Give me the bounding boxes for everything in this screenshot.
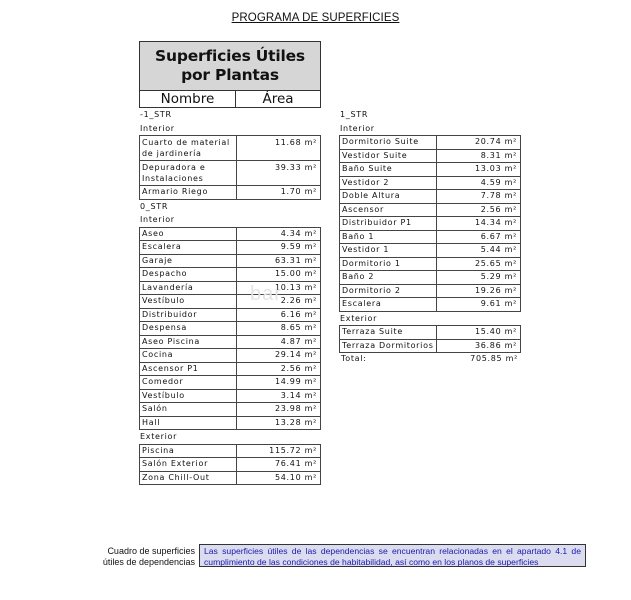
room-area: 6.16 m² [237,308,321,322]
room-name: Armario Riego [140,186,237,200]
room-area: 25.65 m² [437,257,521,271]
level-label: -1_STR [140,110,172,119]
table-row [140,186,321,200]
room-area: 14.99 m² [237,376,321,390]
room-area: 4.34 m² [237,227,321,241]
table-row [340,284,521,298]
room-area: 8.31 m² [437,149,521,163]
room-area: 15.00 m² [237,268,321,282]
room-name: Baño 1 [340,230,437,244]
room-name: Comedor [140,376,237,390]
room-name: Aseo [140,227,237,241]
room-area: 1.70 m² [237,186,321,200]
area-table [139,444,321,486]
room-name: Vestíbulo [140,389,237,403]
level-label: 0_STR [140,201,169,211]
room-name: Ascensor P1 [140,362,237,376]
room-name: Despensa [140,322,237,336]
table-row [140,136,321,161]
table-row [340,203,521,217]
table-row [340,149,521,163]
table-row [140,389,321,403]
table-row [340,339,521,353]
table-row [140,362,321,376]
left-column [139,108,321,485]
column-headers [139,91,321,108]
room-name: Zona Chill-Out [140,471,237,485]
table-row [140,335,321,349]
table-row [140,444,321,458]
table-row [340,190,521,204]
room-name: Cocina [140,349,237,363]
room-name: Salón [140,403,237,417]
table-row [340,257,521,271]
total-label: Total: [341,354,367,363]
section-label-interior: Interior [140,215,175,224]
room-name: Despacho [140,268,237,282]
room-name: Lavandería [140,281,237,295]
room-area: 20.74 m² [437,136,521,150]
room-name: Dormitorio 2 [340,284,437,298]
total-row [339,353,521,365]
table-row [140,254,321,268]
room-name: Doble Altura [340,190,437,204]
room-name: Baño 2 [340,271,437,285]
table-row [340,230,521,244]
room-area: 3.14 m² [237,389,321,403]
room-area: 9.61 m² [437,298,521,312]
room-name: Distribuidor P1 [340,217,437,231]
table-row [140,268,321,282]
room-area: 5.44 m² [437,244,521,258]
room-area: 29.14 m² [237,349,321,363]
room-name: Aseo Piscina [140,335,237,349]
room-area: 115.72 m² [237,444,321,458]
section-label-interior: Interior [140,123,175,133]
table-row [340,217,521,231]
area-table [339,325,521,353]
table-row [140,241,321,255]
table-row [340,326,521,340]
room-name: Dormitorio Suite [340,136,437,150]
room-area: 2.56 m² [437,203,521,217]
table-row [140,295,321,309]
room-area: 54.10 m² [237,471,321,485]
room-name: Terraza Suite [340,326,437,340]
column-header-area: Área [262,91,294,107]
room-area: 9.59 m² [237,241,321,255]
room-area: 14.34 m² [437,217,521,231]
card-title: Superficies Útiles por Plantas [139,41,321,91]
room-area: 4.87 m² [237,335,321,349]
watermark: bar [250,283,282,305]
room-area: 39.33 m² [237,161,321,186]
room-name: Terraza Dormitorios [340,339,437,353]
room-name: Garaje [140,254,237,268]
room-area: 8.65 m² [237,322,321,336]
table-row [140,349,321,363]
room-area: 15.40 m² [437,326,521,340]
room-area: 63.31 m² [237,254,321,268]
area-table [339,135,521,312]
room-area: 10.13 m² [237,281,321,295]
table-row [340,298,521,312]
room-area: 2.56 m² [237,362,321,376]
room-name: Distribuidor [140,308,237,322]
table-row [140,322,321,336]
room-name: Dormitorio 1 [340,257,437,271]
table-row [340,136,521,150]
right-column [339,108,521,365]
room-area: 7.78 m² [437,190,521,204]
section-label-exterior: Exterior [140,432,178,441]
table-row [340,176,521,190]
room-name: Baño Suite [340,163,437,177]
level-label: 1_STR [340,110,369,119]
area-table [139,135,321,200]
room-name: Escalera [140,241,237,255]
table-row [140,281,321,295]
room-area: 76.41 m² [237,458,321,472]
room-area: 13.28 m² [237,416,321,430]
area-table [139,227,321,431]
room-name: Escalera [340,298,437,312]
section-label-exterior: Exterior [340,313,378,323]
room-area: 11.68 m² [237,136,321,161]
table-row [140,458,321,472]
room-name: Cuarto de material de jardinería [140,136,237,161]
table-row [340,163,521,177]
table-row [340,271,521,285]
room-name: Depuradora e Instalaciones [140,161,237,186]
footer-note: Las superficies útiles de las dependencias se encuentran relacionadas en el apartado 4.1 de cumplimiento de las condiciones de habitabilidad, así como en los planos de superficies [199,544,586,567]
room-area: 5.29 m² [437,271,521,285]
total-value: 705.85 m² [470,354,518,363]
room-name: Vestíbulo [140,295,237,309]
room-name: Piscina [140,444,237,458]
table-row [140,227,321,241]
room-name: Salón Exterior [140,458,237,472]
table-row [140,471,321,485]
room-area: 36.86 m² [437,339,521,353]
table-row [140,403,321,417]
room-area: 19.26 m² [437,284,521,298]
room-area: 2.26 m² [237,295,321,309]
column-header-name: Nombre [140,91,236,107]
room-area: 6.67 m² [437,230,521,244]
room-name: Hall [140,416,237,430]
room-area: 13.03 m² [437,163,521,177]
footer-label: Cuadro de superficies útiles de dependencias [102,546,195,567]
room-area: 23.98 m² [237,403,321,417]
table-row [140,416,321,430]
document-title: PROGRAMA DE SUPERFICIES [231,12,400,24]
room-name: Vestidor 2 [340,176,437,190]
section-label-interior: Interior [340,123,375,133]
room-area: 4.59 m² [437,176,521,190]
room-name: Vestidor Suite [340,149,437,163]
table-row [340,244,521,258]
table-row [140,376,321,390]
room-name: Ascensor [340,203,437,217]
table-row [140,308,321,322]
room-name: Vestidor 1 [340,244,437,258]
table-row [140,161,321,186]
